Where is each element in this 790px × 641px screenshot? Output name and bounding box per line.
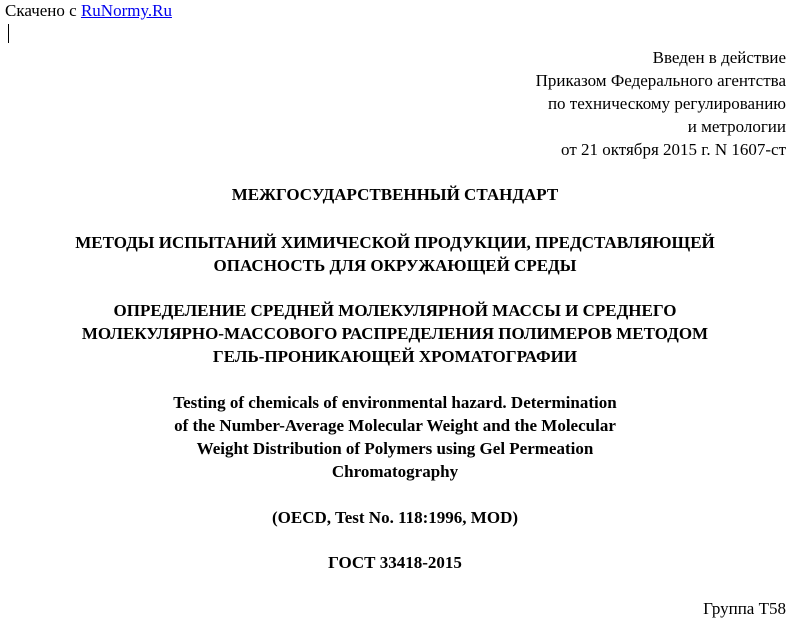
intro-block [386, 46, 786, 161]
intro-line: Введен в действие [652, 48, 786, 67]
text-cursor [8, 24, 9, 43]
english-title-line: Chromatography [331, 462, 459, 481]
english-title-line: of the Number-Average Molecular Weight and the Molecular [174, 416, 616, 435]
determination-title [0, 299, 790, 368]
intro-line: от 21 октября 2015 г. N 1607-ст [561, 140, 786, 159]
determination-title-line: МОЛЕКУЛЯРНО-МАССОВОГО РАСПРЕДЕЛЕНИЯ ПОЛИМЕРОВ МЕТОДОМ [81, 324, 709, 343]
english-title-line: Testing of chemicals of environmental hazard. Determination [173, 393, 617, 412]
interstate-standard-heading [0, 183, 790, 206]
interstate-heading-text: МЕЖГОСУДАРСТВЕННЫЙ СТАНДАРТ [231, 185, 559, 204]
source-link[interactable]: RuNormy.Ru [80, 1, 172, 20]
intro-line: по техническому регулированию [547, 94, 786, 113]
methods-title [0, 231, 790, 277]
english-title [0, 391, 790, 483]
gost-number [0, 551, 790, 574]
oecd-reference-text: (OECD, Test No. 118:1996, MOD) [271, 508, 519, 527]
source-prefix: Скачено с [5, 1, 77, 20]
gost-number-text: ГОСТ 33418-2015 [328, 553, 462, 572]
methods-title-line: МЕТОДЫ ИСПЫТАНИЙ ХИМИЧЕСКОЙ ПРОДУКЦИИ, ПРЕДСТАВЛЯЮЩЕЙ [75, 233, 715, 252]
intro-line: Приказом Федерального агентства [535, 71, 786, 90]
methods-title-line: ОПАСНОСТЬ ДЛЯ ОКРУЖАЮЩЕЙ СРЕДЫ [213, 256, 577, 275]
determination-title-line: ОПРЕДЕЛЕНИЕ СРЕДНЕЙ МОЛЕКУЛЯРНОЙ МАССЫ И СРЕДНЕГО [113, 301, 677, 320]
english-title-line: Weight Distribution of Polymers using Gel Permeation [196, 439, 594, 458]
determination-title-line: ГЕЛЬ-ПРОНИКАЮЩЕЙ ХРОМАТОГРАФИИ [212, 347, 578, 366]
oecd-reference [0, 506, 790, 529]
source-line [5, 1, 172, 21]
intro-line: и метрологии [687, 117, 786, 136]
group-code: Группа T58 [703, 599, 786, 618]
